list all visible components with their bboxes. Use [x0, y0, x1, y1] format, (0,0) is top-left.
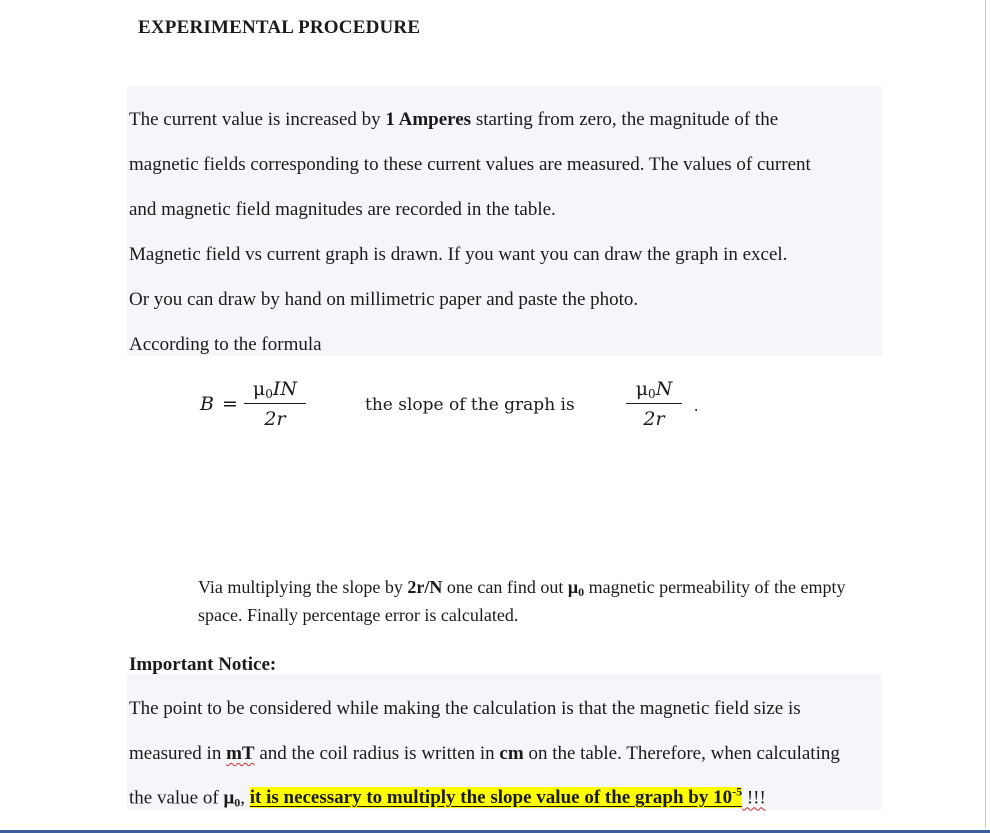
mu-symbol: μ	[635, 378, 649, 400]
paragraph-line-4: Magnetic field vs current graph is drawn. If you want you can draw the graph in excel.	[129, 244, 788, 265]
fraction-denominator: 2r	[264, 408, 286, 430]
highlighted-instruction	[250, 787, 742, 808]
fraction-bar	[244, 403, 306, 404]
page-heading: EXPERIMENTAL PROCEDURE	[138, 17, 421, 38]
bold-value: 2r/N	[407, 577, 443, 597]
slope-text: the slope of the graph is	[365, 395, 575, 415]
mu-subscript: 0	[234, 795, 241, 810]
notice-line-3	[129, 785, 766, 810]
paragraph-line-6: According to the formula	[129, 334, 322, 355]
exponent: -5	[732, 785, 743, 799]
mu-subscript: 0	[265, 387, 273, 401]
formula-period: .	[694, 396, 699, 415]
text-run: ,	[240, 787, 250, 809]
text-run: one can find out	[442, 577, 568, 597]
notice-line-1: The point to be considered while making the calculation is that the magnetic field size is	[129, 698, 801, 719]
fraction-numerator	[626, 378, 682, 401]
text-run: and the coil radius is written in	[254, 743, 500, 764]
text-run: starting from zero, the magnitude of the	[471, 109, 779, 130]
slope-fraction	[626, 378, 682, 430]
text-run: measured in	[129, 743, 227, 764]
paragraph-line-2: magnetic fields corresponding to these current values are measured. The values of current	[129, 154, 811, 175]
text-run: on the table. Therefore, when calculating	[523, 743, 840, 764]
fraction-denominator: 2r	[643, 408, 665, 430]
formula-equals: =	[222, 393, 238, 415]
notice-line-2	[129, 743, 840, 765]
formula-lhs: B	[200, 393, 214, 415]
unit-mt: mT	[226, 743, 255, 764]
formula-fraction	[244, 378, 306, 430]
numerator-vars: IN	[272, 378, 298, 400]
unit-cm: cm	[499, 743, 524, 764]
exclamations: !!!	[742, 787, 766, 809]
mu-symbol: μ	[567, 577, 579, 597]
mu-symbol: μ	[252, 378, 266, 400]
page-right-border	[985, 0, 986, 828]
text-run: The current value is increased by	[129, 109, 386, 130]
mu-symbol: μ	[223, 787, 235, 809]
mu-subscript: 0	[648, 387, 656, 401]
highlight-text: it is necessary to multiply the slope value of the graph by 10	[249, 787, 733, 809]
text-run: the value of	[129, 787, 224, 809]
paragraph-line-1	[129, 109, 778, 131]
fraction-bar	[626, 403, 682, 404]
paragraph-line-5: Or you can draw by hand on millimetric paper and paste the photo.	[129, 289, 639, 310]
mu-subscript: 0	[578, 585, 585, 599]
notice-title: Important Notice:	[129, 654, 277, 675]
paragraph-line-3: and magnetic field magnitudes are recorded in the table.	[129, 199, 556, 220]
fraction-numerator	[244, 378, 306, 401]
text-run: Via multiplying the slope by	[198, 577, 408, 597]
via-paragraph	[198, 576, 858, 627]
numerator-var: N	[655, 378, 673, 400]
bold-value: 1 Amperes	[385, 109, 472, 130]
text-run: magnetic permeability of the empty space. Finally percentage error is calculated.	[198, 577, 846, 625]
